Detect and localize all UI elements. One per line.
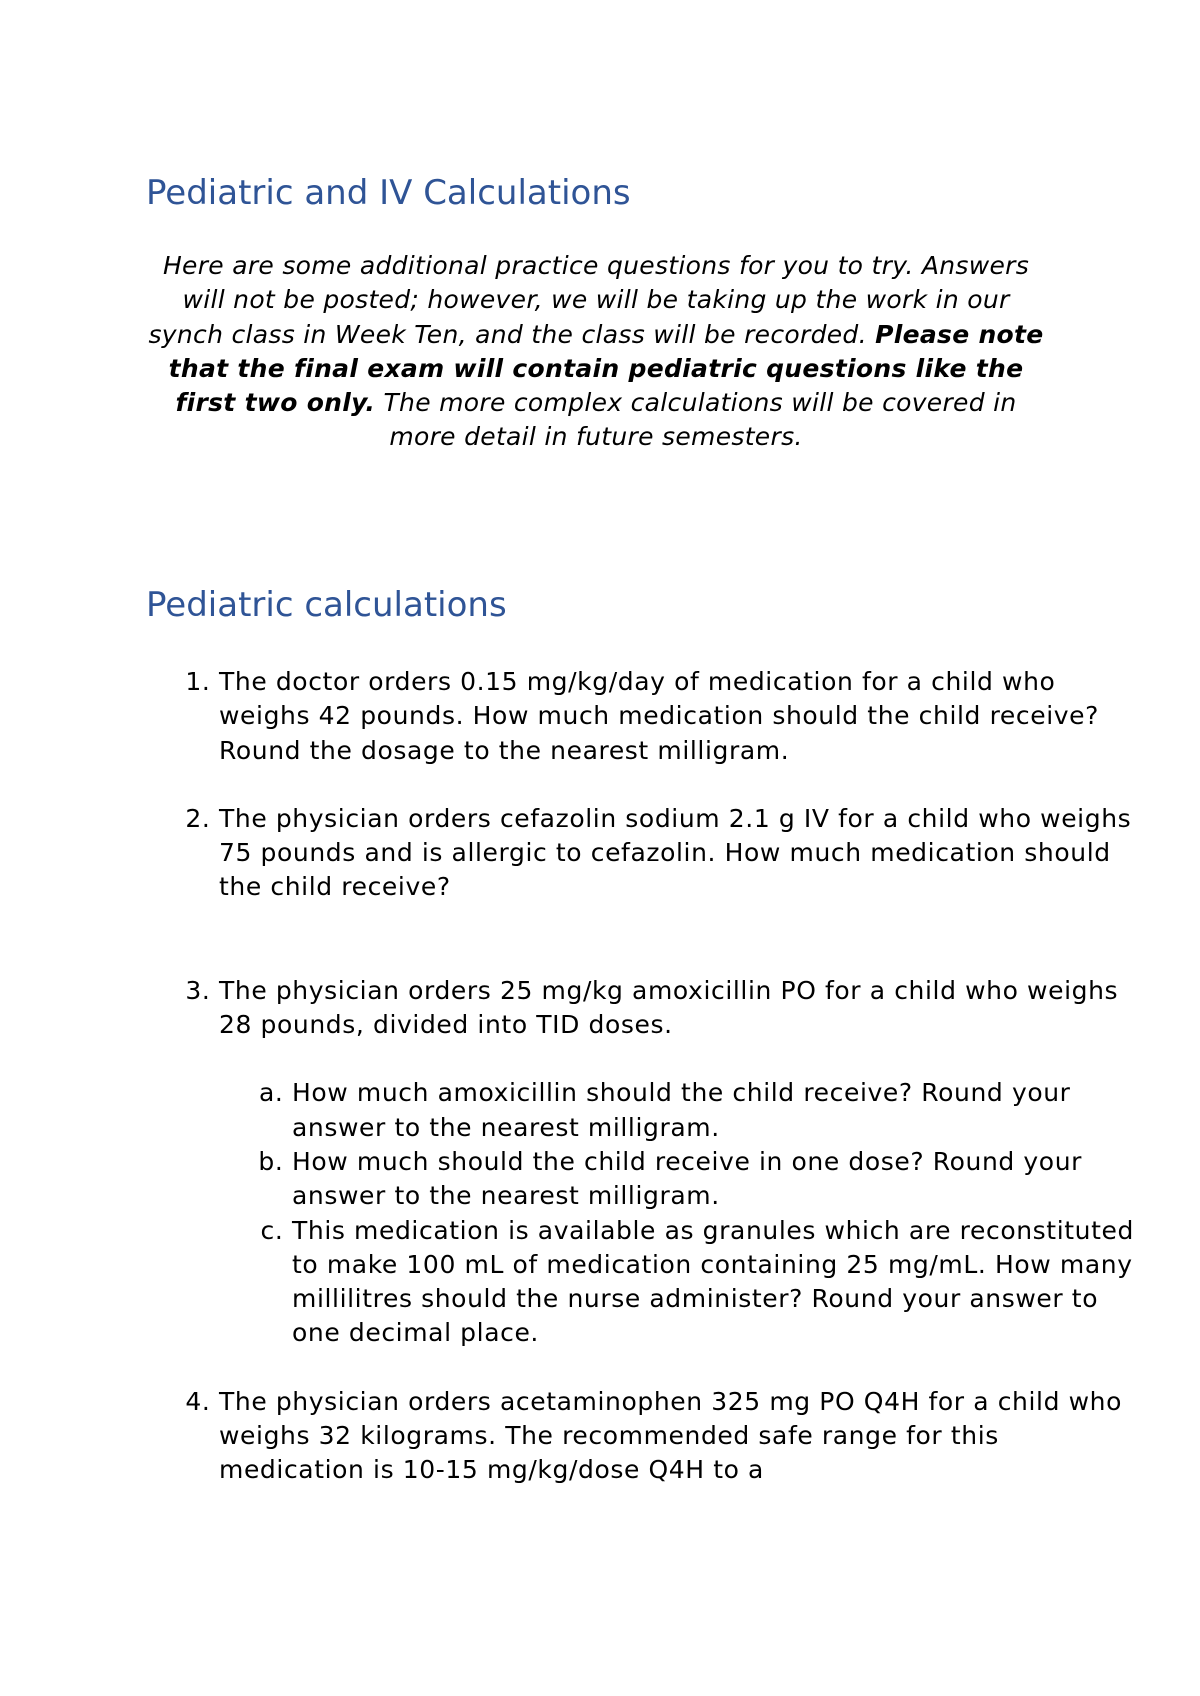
intro-paragraph [146,249,1046,455]
question-3c-text: This medication is available as granules which are reconstituted to make 100 mL of medication containing 25 mg/mL. How many millilitres should the nurse administer? Round your answer to one decimal place. [292,1215,1134,1348]
question-3c [292,1214,1149,1351]
question-list [146,665,1149,1488]
question-3a-text: How much amoxicillin should the child receive? Round your answer to the nearest milligram. [292,1078,1071,1142]
section-heading: Pediatric calculations [146,585,507,625]
question-4-text: The physician orders acetaminophen 325 mg PO Q4H for a child who weighs 32 kilograms. The recommended safe range for this medication is 10-15 mg/kg/dose Q4H to a [219,1386,1122,1485]
intro-text: Here are some additional practice questions for you to try. Answers will not be posted; however, we will be taking up the work in our synch class in Week Ten, and the class will be recorded. [148,251,1030,349]
question-2 [219,802,1149,905]
question-4 [219,1385,1149,1488]
question-3-subparts [219,1076,1149,1350]
question-3b-text: How much should the child receive in one dose? Round your answer to the nearest milligram. [292,1146,1083,1211]
question-1-text: The doctor orders 0.15 mg/kg/day of medication for a child who weighs 42 pounds. How much medication should the child receive? Round the dosage to the nearest milligram. [219,667,1099,765]
question-3 [219,974,1149,1351]
question-1 [219,665,1149,768]
question-3b [292,1145,1149,1214]
question-3-text: The physician orders 25 mg/kg amoxicillin PO for a child who weighs 28 pounds, divided into TID doses. [219,975,1119,1040]
intro-bold-note: Please note that the final exam will contain pediatric questions like the first two only. [168,319,1044,418]
question-2-text: The physician orders cefazolin sodium 2.1 g IV for a child who weighs 75 pounds and is allergic to cefazolin. How much medication should the child receive? [219,803,1132,902]
document-title: Pediatric and IV Calculations [146,173,631,213]
question-3a [292,1076,1149,1145]
intro-text-continued: The more complex calculations will be covered in more detail in future semesters. [375,388,1017,452]
